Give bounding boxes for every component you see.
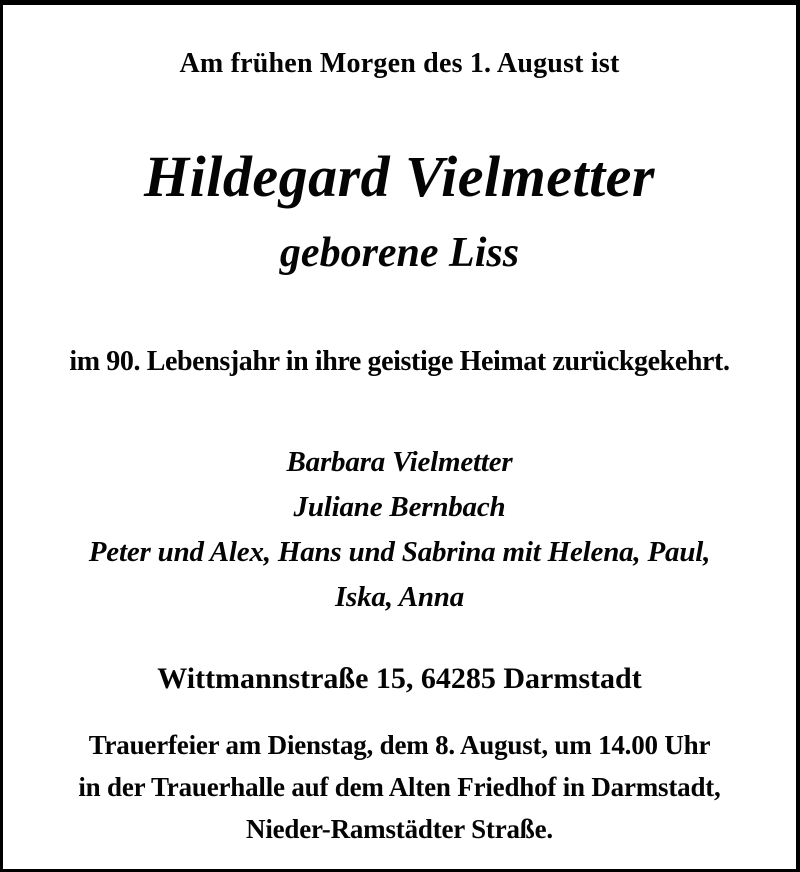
passing-line: im 90. Lebensjahr in ihre geistige Heimat zurückgekehrt. bbox=[69, 346, 730, 377]
deceased-name: Hildegard Vielmetter bbox=[143, 144, 655, 209]
mourner-line: Barbara Vielmetter bbox=[286, 446, 513, 478]
intro-line: Am frühen Morgen des 1. August ist bbox=[179, 48, 620, 79]
mourner-line: Iska, Anna bbox=[334, 581, 465, 613]
mourner-line: Juliane Bernbach bbox=[293, 491, 506, 523]
address-line: Wittmannstraße 15, 64285 Darmstadt bbox=[157, 662, 642, 695]
funeral-line: Nieder-Ramstädter Straße. bbox=[246, 814, 553, 844]
funeral-line: Trauerfeier am Dienstag, dem 8. August, um 14.00 Uhr bbox=[88, 730, 711, 760]
mourner-line: Peter und Alex, Hans und Sabrina mit Helena, Paul, bbox=[88, 536, 711, 568]
maiden-name-line: geborene Liss bbox=[279, 230, 520, 276]
funeral-details bbox=[3, 724, 796, 850]
funeral-line: in der Trauerhalle auf dem Alten Friedhof in Darmstadt, bbox=[78, 772, 721, 802]
mourners-list bbox=[3, 440, 796, 620]
